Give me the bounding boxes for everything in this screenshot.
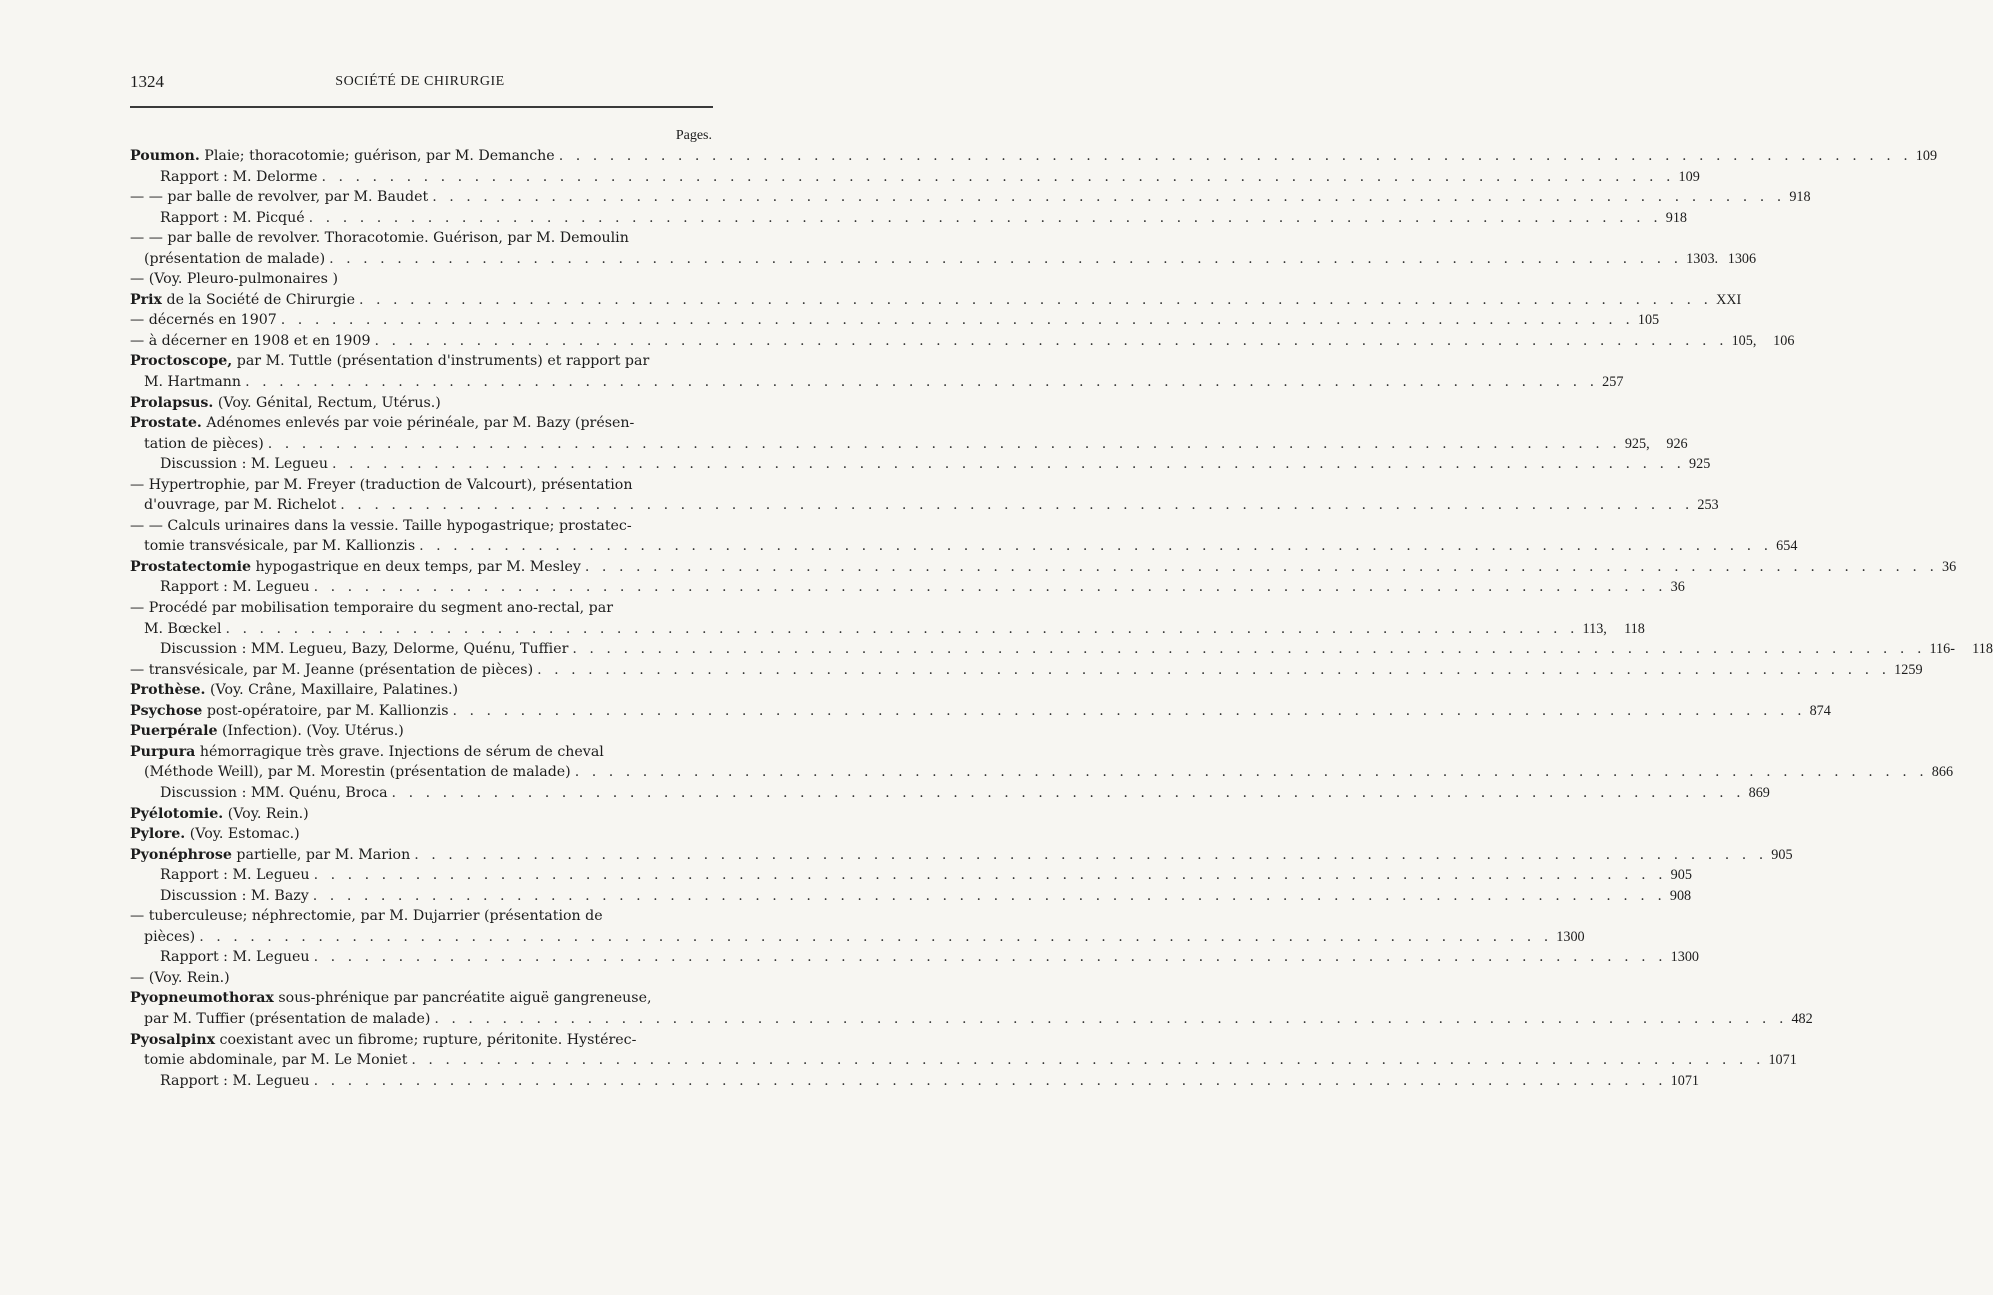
entry-text: Pyélotomie. (Voy. Rein.) bbox=[130, 805, 309, 822]
index-entry bbox=[130, 434, 1688, 455]
index-entry bbox=[130, 845, 1793, 866]
dot-leader: . . . . . . . . . . . . . . . . . . . . . . . . . . . . . . . . . . . . . . . . . . . . . . . . . . . . . . . . . . . . . . . . . . . . . . . . . . . . . . . . bbox=[225, 620, 1579, 637]
dot-leader: . . . . . . . . . . . . . . . . . . . . . . . . . . . . . . . . . . . . . . . . . . . . . . . . . . . . . . . . . . . . . . . . . . . . . . . . . . . . . . . . bbox=[452, 702, 1806, 719]
entry-text: Prothèse. (Voy. Crâne, Maxillaire, Palatines.) bbox=[130, 682, 459, 699]
page-ref: 905 bbox=[1771, 846, 1793, 863]
entry-text: — tuberculeuse; néphrectomie, par M. Dujarrier (présentation de bbox=[130, 908, 603, 925]
entry-text: Proctoscope, par M. Tuttle (présentation d'instruments) et rapport par bbox=[130, 353, 650, 370]
dot-leader: . . . . . . . . . . . . . . . . . . . . . . . . . . . . . . . . . . . . . . . . . . . . . . . . . . . . . . . . . . . . . . . . . . . . . . . . . . . . . . . . bbox=[313, 1072, 1667, 1089]
index-entry bbox=[130, 393, 710, 414]
entry-text: pièces) bbox=[144, 928, 196, 945]
page-ref: 925 bbox=[1689, 456, 1711, 473]
entry-text: tation de pièces) bbox=[144, 435, 264, 452]
dot-leader: . . . . . . . . . . . . . . . . . . . . . . . . . . . . . . . . . . . . . . . . . . . . . . . . . . . . . . . . . . . . . . . . . . . . . . . . . . . . . . . . bbox=[312, 887, 1666, 904]
entry-text: Rapport : M. Delorme bbox=[160, 168, 318, 185]
index-entry bbox=[130, 1050, 1797, 1071]
entry-text: tomie abdominale, par M. Le Moniet bbox=[144, 1052, 408, 1069]
entry-text: — (Voy. Rein.) bbox=[130, 969, 230, 986]
entry-text: Discussion : MM. Legueu, Bazy, Delorme, Quénu, Tuffier bbox=[160, 641, 569, 658]
entry-text: — — par balle de revolver, par M. Baudet bbox=[130, 189, 429, 206]
dot-leader: . . . . . . . . . . . . . . . . . . . . . . . . . . . . . . . . . . . . . . . . . . . . . . . . . . . . . . . . . . . . . . . . . . . . . . . . . . . . . . . . bbox=[359, 291, 1713, 308]
index-entry bbox=[130, 947, 1700, 968]
index-entry bbox=[130, 1071, 1700, 1092]
page-ref: 918 bbox=[1789, 189, 1811, 206]
entry-text: — à décerner en 1908 et en 1909 bbox=[130, 332, 371, 349]
index-entry bbox=[130, 1009, 1813, 1030]
index-entry bbox=[130, 762, 1954, 783]
entry-text: (présentation de malade) bbox=[144, 250, 326, 267]
page-ref-second: 926 bbox=[1666, 435, 1688, 452]
page-ref: 925, bbox=[1624, 435, 1650, 452]
page-ref: 1300 bbox=[1556, 928, 1585, 945]
page-number: 1324 bbox=[130, 72, 164, 91]
entry-text: — (Voy. Pleuro-pulmonaires ) bbox=[130, 271, 338, 288]
index-entry bbox=[130, 639, 1993, 660]
dot-leader: . . . . . . . . . . . . . . . . . . . . . . . . . . . . . . . . . . . . . . . . . . . . . . . . . . . . . . . . . . . . . . . . . . . . . . . . . . . . . . . . bbox=[199, 928, 1553, 945]
entry-text: Pylore. (Voy. Estomac.) bbox=[130, 826, 300, 843]
dot-leader: . . . . . . . . . . . . . . . . . . . . . . . . . . . . . . . . . . . . . . . . . . . . . . . . . . . . . . . . . . . . . . . . . . . . . . . . . . . . . . . . bbox=[313, 867, 1667, 884]
dot-leader: . . . . . . . . . . . . . . . . . . . . . . . . . . . . . . . . . . . . . . . . . . . . . . . . . . . . . . . . . . . . . . . . . . . . . . . . . . . . . . . . bbox=[572, 641, 1926, 658]
pages-column-label: Pages. bbox=[675, 128, 712, 143]
dot-leader: . . . . . . . . . . . . . . . . . . . . . . . . . . . . . . . . . . . . . . . . . . . . . . . . . . . . . . . . . . . . . . . . . . . . . . . . . . . . . . . . bbox=[419, 538, 1773, 555]
index-entry bbox=[130, 742, 710, 763]
entry-text: Psychose post-opératoire, par M. Kallionzis bbox=[130, 702, 449, 719]
entry-text: — Procédé par mobilisation temporaire du segment ano-rectal, par bbox=[130, 600, 614, 617]
entry-text: — Hypertrophie, par M. Freyer (traduction de Valcourt), présentation bbox=[130, 476, 633, 493]
index-entry bbox=[130, 824, 710, 845]
dot-leader: . . . . . . . . . . . . . . . . . . . . . . . . . . . . . . . . . . . . . . . . . . . . . . . . . . . . . . . . . . . . . . . . . . . . . . . . . . . . . . . . bbox=[308, 209, 1662, 226]
dot-leader: . . . . . . . . . . . . . . . . . . . . . . . . . . . . . . . . . . . . . . . . . . . . . . . . . . . . . . . . . . . . . . . . . . . . . . . . . . . . . . . . bbox=[280, 312, 1634, 329]
dot-leader: . . . . . . . . . . . . . . . . . . . . . . . . . . . . . . . . . . . . . . . . . . . . . . . . . . . . . . . . . . . . . . . . . . . . . . . . . . . . . . . . bbox=[313, 949, 1667, 966]
entry-text: M. Hartmann bbox=[144, 374, 242, 391]
index-entry bbox=[130, 927, 1585, 948]
index-entry bbox=[130, 269, 710, 290]
entry-text: — — par balle de revolver. Thoracotomie. Guérison, par M. Demoulin bbox=[130, 230, 629, 247]
page-ref: 116- bbox=[1929, 641, 1955, 658]
page-ref: 109 bbox=[1678, 168, 1700, 185]
index-entry bbox=[130, 701, 1831, 722]
index-entry bbox=[130, 577, 1685, 598]
page-ref: 257 bbox=[1602, 374, 1624, 391]
page-ref: 482 bbox=[1791, 1010, 1813, 1027]
dot-leader: . . . . . . . . . . . . . . . . . . . . . . . . . . . . . . . . . . . . . . . . . . . . . . . . . . . . . . . . . . . . . . . . . . . . . . . . . . . . . . . . bbox=[391, 784, 1745, 801]
page-ref: 105, bbox=[1731, 332, 1757, 349]
entry-text: Rapport : M. Legueu bbox=[160, 579, 310, 596]
dot-leader: . . . . . . . . . . . . . . . . . . . . . . . . . . . . . . . . . . . . . . . . . . . . . . . . . . . . . . . . . . . . . . . . . . . . . . . . . . . . . . . . bbox=[329, 250, 1683, 267]
page-ref: 918 bbox=[1665, 209, 1687, 226]
page-ref: 36 bbox=[1941, 558, 1957, 575]
running-title: SOCIÉTÉ DE CHIRURGIE bbox=[335, 74, 505, 89]
index-entries bbox=[130, 146, 1993, 1091]
index-entry bbox=[130, 886, 1692, 907]
entry-text: Rapport : M. Picqué bbox=[160, 209, 305, 226]
entry-text: Poumon. Plaie; thoracotomie; guérison, par M. Demanche bbox=[130, 148, 555, 164]
entry-text: par M. Tuffier (présentation de malade) bbox=[144, 1010, 431, 1027]
index-entry bbox=[130, 310, 1660, 331]
index-entry bbox=[130, 557, 1957, 578]
entry-text: d'ouvrage, par M. Richelot bbox=[144, 497, 337, 514]
dot-leader: . . . . . . . . . . . . . . . . . . . . . . . . . . . . . . . . . . . . . . . . . . . . . . . . . . . . . . . . . . . . . . . . . . . . . . . . . . . . . . . . bbox=[374, 332, 1728, 349]
entry-text: tomie transvésicale, par M. Kallionzis bbox=[144, 538, 416, 555]
page-ref-second: 118 bbox=[1972, 641, 1993, 658]
entry-text: Discussion : M. Bazy bbox=[160, 887, 309, 904]
index-entry bbox=[130, 619, 1645, 640]
entry-text: Prolapsus. (Voy. Génital, Rectum, Utérus.) bbox=[130, 394, 441, 411]
dot-leader: . . . . . . . . . . . . . . . . . . . . . . . . . . . . . . . . . . . . . . . . . . . . . . . . . . . . . . . . . . . . . . . . . . . . . . . . . . . . . . . . bbox=[558, 148, 1912, 164]
page-ref: 113, bbox=[1582, 620, 1607, 637]
page-ref-second: 118 bbox=[1624, 620, 1645, 637]
dot-leader: . . . . . . . . . . . . . . . . . . . . . . . . . . . . . . . . . . . . . . . . . . . . . . . . . . . . . . . . . . . . . . . . . . . . . . . . . . . . . . . . bbox=[432, 189, 1786, 206]
dot-leader: . . . . . . . . . . . . . . . . . . . . . . . . . . . . . . . . . . . . . . . . . . . . . . . . . . . . . . . . . . . . . . . . . . . . . . . . . . . . . . . . bbox=[331, 456, 1686, 473]
page-ref: 905 bbox=[1670, 867, 1692, 884]
page-ref: 654 bbox=[1776, 538, 1798, 555]
index-entry bbox=[130, 351, 710, 372]
index-entry bbox=[130, 413, 710, 434]
index-entry bbox=[130, 475, 710, 496]
dot-leader: . . . . . . . . . . . . . . . . . . . . . . . . . . . . . . . . . . . . . . . . . . . . . . . . . . . . . . . . . . . . . . . . . . . . . . . . . . . . . . . . bbox=[584, 558, 1938, 575]
index-entry bbox=[130, 290, 1742, 311]
index-entry bbox=[130, 783, 1770, 804]
entry-text: Prix de la Société de Chirurgie bbox=[130, 291, 355, 308]
index-entry bbox=[130, 454, 1711, 475]
index-entry bbox=[130, 167, 1700, 188]
dot-leader: . . . . . . . . . . . . . . . . . . . . . . . . . . . . . . . . . . . . . . . . . . . . . . . . . . . . . . . . . . . . . . . . . . . . . . . . . . . . . . . . bbox=[434, 1010, 1788, 1027]
dot-leader: . . . . . . . . . . . . . . . . . . . . . . . . . . . . . . . . . . . . . . . . . . . . . . . . . . . . . . . . . . . . . . . . . . . . . . . . . . . . . . . . bbox=[574, 764, 1928, 781]
page-ref: 1071 bbox=[1768, 1052, 1797, 1069]
dot-leader: . . . . . . . . . . . . . . . . . . . . . . . . . . . . . . . . . . . . . . . . . . . . . . . . . . . . . . . . . . . . . . . . . . . . . . . . . . . . . . . . bbox=[537, 661, 1891, 678]
entry-text: Rapport : M. Legueu bbox=[160, 949, 310, 966]
page-ref-second: 1306 bbox=[1727, 250, 1757, 267]
index-entry bbox=[130, 906, 710, 927]
page-ref: 874 bbox=[1809, 702, 1831, 719]
entry-text: — décernés en 1907 bbox=[130, 312, 277, 329]
page-ref: 908 bbox=[1669, 887, 1692, 904]
dot-leader: . . . . . . . . . . . . . . . . . . . . . . . . . . . . . . . . . . . . . . . . . . . . . . . . . . . . . . . . . . . . . . . . . . . . . . . . . . . . . . . . bbox=[321, 168, 1675, 185]
index-entry bbox=[130, 988, 710, 1009]
entry-text: Purpura hémorragique très grave. Injections de sérum de cheval bbox=[130, 743, 604, 760]
page-ref: 1259 bbox=[1894, 661, 1923, 678]
page-ref: XXI bbox=[1716, 291, 1742, 308]
entry-text: Prostatectomie hypogastrique en deux temps, par M. Mesley bbox=[130, 558, 581, 575]
page-ref: 1071 bbox=[1670, 1072, 1700, 1089]
index-entry bbox=[130, 495, 1719, 516]
entry-text: Discussion : MM. Quénu, Broca bbox=[160, 784, 388, 801]
entry-text: Puerpérale (Infection). (Voy. Utérus.) bbox=[130, 723, 404, 740]
dot-leader: . . . . . . . . . . . . . . . . . . . . . . . . . . . . . . . . . . . . . . . . . . . . . . . . . . . . . . . . . . . . . . . . . . . . . . . . . . . . . . . . bbox=[245, 374, 1599, 391]
dot-leader: . . . . . . . . . . . . . . . . . . . . . . . . . . . . . . . . . . . . . . . . . . . . . . . . . . . . . . . . . . . . . . . . . . . . . . . . . . . . . . . . bbox=[411, 1052, 1765, 1069]
index-entry bbox=[130, 372, 1624, 393]
index-entry bbox=[130, 536, 1798, 557]
page-ref: 253 bbox=[1697, 497, 1719, 514]
dot-leader: . . . . . . . . . . . . . . . . . . . . . . . . . . . . . . . . . . . . . . . . . . . . . . . . . . . . . . . . . . . . . . . . . . . . . . . . . . . . . . . . bbox=[414, 846, 1768, 863]
index-entry bbox=[130, 1030, 710, 1051]
index-entry bbox=[130, 660, 1923, 681]
index-entry bbox=[130, 516, 710, 537]
page-ref: 1303. bbox=[1686, 250, 1719, 267]
entry-text: (Méthode Weill), par M. Morestin (présentation de malade) bbox=[144, 764, 571, 781]
page-ref: 1300 bbox=[1670, 949, 1700, 966]
entry-text: Rapport : M. Legueu bbox=[160, 867, 310, 884]
page-header bbox=[130, 72, 710, 98]
page-ref: 109 bbox=[1915, 148, 1938, 164]
page-ref: 105 bbox=[1637, 312, 1660, 329]
dot-leader: . . . . . . . . . . . . . . . . . . . . . . . . . . . . . . . . . . . . . . . . . . . . . . . . . . . . . . . . . . . . . . . . . . . . . . . . . . . . . . . . bbox=[267, 435, 1621, 452]
index-entry bbox=[130, 598, 710, 619]
page-ref-second: 106 bbox=[1773, 332, 1795, 349]
entry-text: — transvésicale, par M. Jeanne (présentation de pièces) bbox=[130, 661, 534, 678]
dot-leader: . . . . . . . . . . . . . . . . . . . . . . . . . . . . . . . . . . . . . . . . . . . . . . . . . . . . . . . . . . . . . . . . . . . . . . . . . . . . . . . . bbox=[340, 497, 1694, 514]
index-entry bbox=[130, 208, 1687, 229]
entry-text: Pyopneumothorax sous-phrénique par pancréatite aiguë gangreneuse, bbox=[130, 990, 652, 1007]
entry-text: Pyonéphrose partielle, par M. Marion bbox=[130, 846, 411, 863]
index-entry bbox=[130, 249, 1757, 270]
entry-text: Prostate. Adénomes enlevés par voie périnéale, par M. Bazy (présen- bbox=[130, 415, 635, 432]
index-entry bbox=[130, 187, 1811, 208]
page-ref: 866 bbox=[1931, 764, 1954, 781]
entry-text: — — Calculs urinaires dans la vessie. Taille hypogastrique; prostatec- bbox=[130, 517, 632, 534]
index-entry bbox=[130, 680, 710, 701]
index-entry bbox=[130, 331, 1795, 352]
dot-leader: . . . . . . . . . . . . . . . . . . . . . . . . . . . . . . . . . . . . . . . . . . . . . . . . . . . . . . . . . . . . . . . . . . . . . . . . . . . . . . . . bbox=[313, 579, 1667, 596]
page-ref: 36 bbox=[1670, 579, 1685, 596]
index-entry bbox=[130, 228, 710, 249]
entry-text: M. Bœckel bbox=[144, 620, 222, 637]
index-entry bbox=[130, 865, 1692, 886]
index-entry bbox=[130, 804, 710, 825]
index-entry bbox=[130, 968, 710, 989]
index-entry bbox=[130, 721, 710, 742]
entry-text: Rapport : M. Legueu bbox=[160, 1072, 310, 1089]
entry-text: Discussion : M. Legueu bbox=[160, 456, 328, 473]
header-rule bbox=[130, 106, 713, 108]
entry-text: Pyosalpinx coexistant avec un fibrome; rupture, péritonite. Hystérec- bbox=[130, 1031, 637, 1048]
page-ref: 869 bbox=[1748, 784, 1770, 801]
index-entry bbox=[130, 146, 1938, 167]
